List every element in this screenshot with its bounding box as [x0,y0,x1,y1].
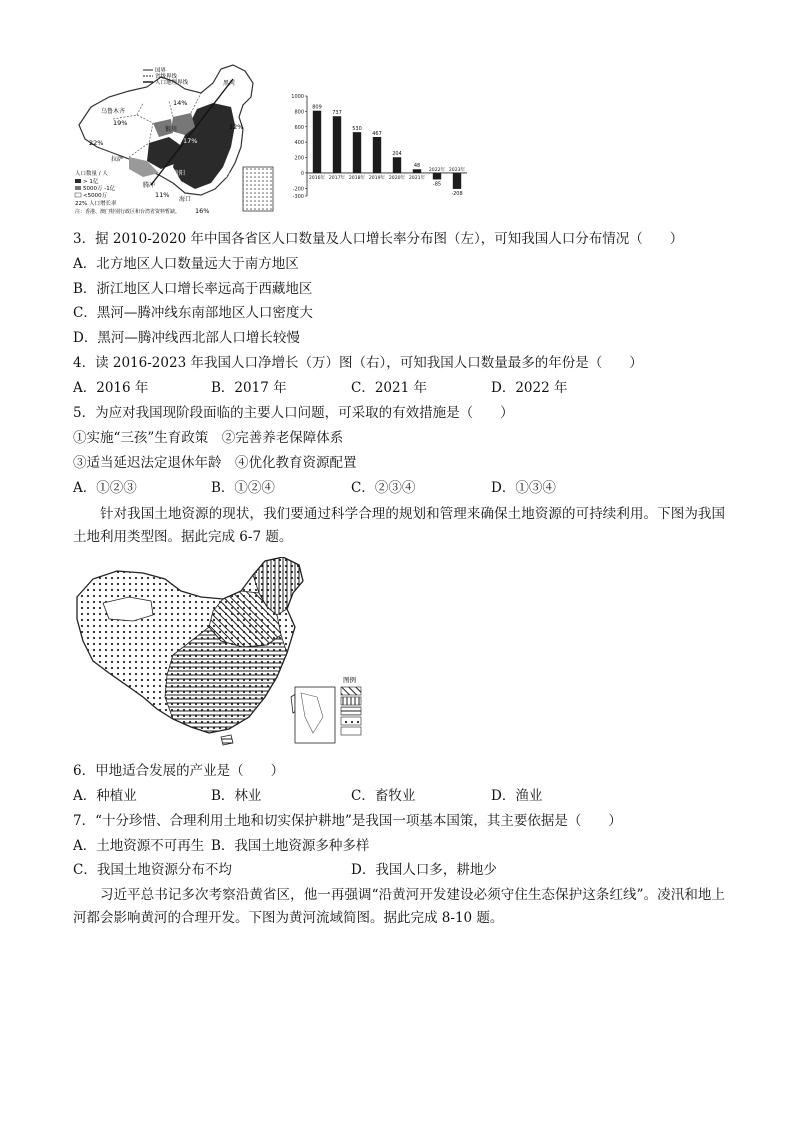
value-label: 530 [352,126,362,133]
legend-item-1: 5000万 -1亿 [83,186,116,192]
bar-2018年 [353,132,361,173]
q6-option-b[interactable]: B．林业 [211,788,262,804]
rate-label-5: 11% [155,191,170,199]
y-tick-label: 200 [294,155,304,162]
legend-line-0: 国界 [155,68,167,74]
category-label: 2019年 [368,175,386,181]
q3-option-b[interactable]: B．浙江地区人口增长率远高于西藏地区 [73,281,313,297]
city-label-lhasa: 拉萨 [111,156,124,163]
y-tick-label: 0 [300,170,304,177]
q7-option-c[interactable]: C．我国土地资源分布不均 [73,862,232,878]
bar-2020年 [393,157,401,173]
q6-option-c[interactable]: C．畜牧业 [351,788,416,804]
legend-item-0: > 1亿 [83,179,99,185]
q4-option-c[interactable]: C．2021 年 [351,380,427,396]
city-label-tengchong: 腾冲 [143,182,156,189]
q6-stem: 6．甲地适合发展的产业是（ ） [73,763,285,779]
bar-2021年 [413,169,421,173]
legend-line-1: 省级界线 [155,74,178,80]
y-tick-label: -200 [292,186,304,193]
value-label: -208 [451,190,463,197]
rate-label-0: 14% [173,99,188,107]
category-label: 2016年 [308,175,326,181]
legend-item-2: <5000万 [83,193,108,199]
city-label-taipei: 台北 [225,172,238,179]
q5-option-b[interactable]: B．①②④ [211,480,275,496]
map-note: 注：香港、澳门特别行政区和台湾省资料暂缺。 [75,209,181,215]
value-label: 467 [372,131,382,137]
category-label: 2022年 [428,167,446,173]
category-label: 2017年 [328,175,346,181]
bar-2022年 [433,173,441,180]
bar-2017年 [333,116,341,173]
y-tick-label: 600 [294,124,304,131]
q3-option-a[interactable]: A．北方地区人口数量远大于南方地区 [73,256,299,272]
value-label: 737 [332,110,342,117]
category-label: 2023年 [448,167,466,173]
legend-line-2: 人口地理界线 [155,80,189,86]
bar-2016年 [313,111,321,173]
q5-option-d[interactable]: D．①③④ [491,480,556,496]
y-tick-label: 1000 [291,94,304,100]
rate-label-2: 22% [89,139,104,147]
y-tick-label: 400 [294,140,304,147]
q7-stem: 7．“十分珍惜、合理利用土地和切实保护耕地”是我国一项基本国策，其主要依据是（ ） [73,813,622,829]
y-tick-label: 800 [294,109,304,116]
value-label: -85 [432,181,442,188]
q5-option-a[interactable]: A．①②③ [73,480,137,496]
city-label-guiyang: 贵阳 [173,170,186,177]
q5-stem: 5．为应对我国现阶段面临的主要人口问题，可采取的有效措施是（ ） [73,405,514,421]
category-label: 2021年 [408,175,426,181]
q3-option-d[interactable]: D．黑河—腾冲线西北部人口增长较慢 [73,330,300,346]
intro-8-10: 习近平总书记多次考察沿黄省区，他一再强调“沿黄河开发建设必须守住生态保护这条红线”。凌汛和地上河都会影响黄河的合理开发。下图为黄河流域简图。据此完成 8-10 题。 [73,887,725,926]
land-use-map [73,557,373,747]
q4-option-d[interactable]: D．2022 年 [491,380,568,396]
city-label-heihe: 黑河 [223,80,236,87]
value-label: 204 [392,151,402,158]
category-label: 2018年 [348,175,366,181]
q3-option-c[interactable]: C．黑河—腾冲线东南部地区人口密度大 [73,305,313,321]
q7-option-d[interactable]: D．我国人口多，耕地少 [351,862,497,878]
value-label: 48 [413,163,421,170]
q6-option-d[interactable]: D．渔业 [491,788,543,804]
q4-stem: 4．读 2016-2023 年我国人口净增长（万）图（右），可知我国人口数量最多的年份是（ ） [73,355,643,371]
bar-2023年 [453,173,461,189]
rate-label-3: 12% [229,123,244,131]
y-tick-label: -300 [292,194,304,200]
legend-title: 人口数量 / 人 [75,171,108,177]
intro-6-7: 针对我国土地资源的现状，我们要通过科学合理的规划和管理来确保土地资源的可持续利用。下图为我国土地利用类型图。据此完成 6-7 题。 [73,506,725,545]
city-label-haikou: 海口 [179,196,192,203]
legend-rate: 22% 人口增长率 [75,201,117,207]
q4-option-b[interactable]: B．2017 年 [211,380,287,396]
population-map [73,63,285,221]
city-label-urumqi: 乌鲁木齐 [101,108,126,115]
rate-label-4: 17% [183,137,198,145]
value-label: 809 [312,104,322,111]
q7-option-b[interactable]: B．我国土地资源多种多样 [211,838,370,854]
population-growth-chart [283,88,473,213]
rate-label-6: 16% [195,207,210,215]
bar-2019年 [373,137,381,173]
q6-option-a[interactable]: A．种植业 [73,788,137,804]
q5-statements-line1: ①实施“三孩”生育政策 ②完善养老保障体系 [73,430,344,446]
city-label-yinchuan: 银川 [165,126,178,133]
q4-option-a[interactable]: A．2016 年 [73,380,149,396]
category-label: 2020年 [388,175,406,181]
q5-option-c[interactable]: C．②③④ [351,480,416,496]
rate-label-1: 19% [113,119,128,127]
land-legend-title: 图例 [343,676,356,684]
q3-stem: 3．据 2010-2020 年中国各省区人口数量及人口增长率分布图（左），可知我国人口分布情况（ ） [73,231,684,247]
q5-statements-line2: ③适当延迟法定退休年龄 ④优化教育资源配置 [73,455,357,471]
q7-option-a[interactable]: A．土地资源不可再生 [73,838,205,854]
